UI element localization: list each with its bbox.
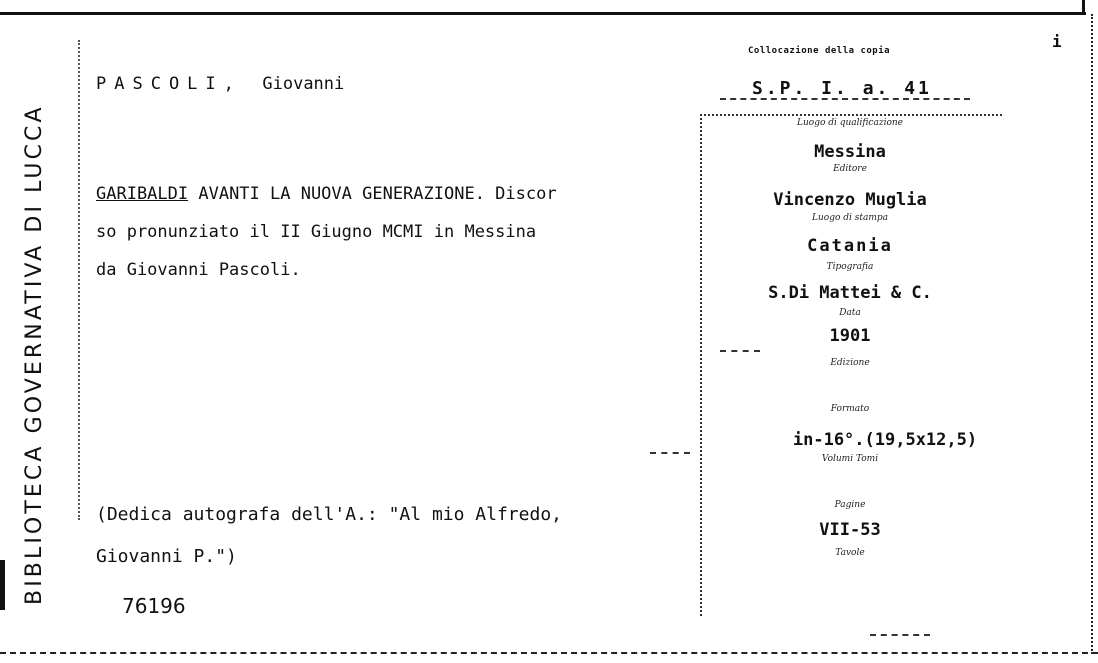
- author-surname: PASCOLI,: [96, 74, 242, 94]
- card-corner-edge: [1082, 0, 1085, 14]
- dedication-note: [96, 494, 562, 578]
- title-line-3: da Giovanni Pascoli.: [96, 260, 301, 280]
- library-name: BIBLIOTECA GOVERNATIVA DI LUCCA: [22, 104, 47, 605]
- inventory-number: 76196: [122, 594, 186, 618]
- author-heading: [96, 74, 344, 94]
- data-label: Data: [839, 308, 861, 318]
- tavole-label: Tavole: [835, 548, 865, 558]
- dedication-line-2: Giovanni P."): [96, 546, 237, 567]
- volumi-label: Volumi Tomi: [821, 454, 879, 464]
- pages-value: VII-53: [819, 520, 881, 540]
- place-value: Messina: [814, 142, 886, 162]
- rule-mark: [720, 350, 760, 352]
- collocazione-value: S.P. I. a. 41: [752, 78, 932, 99]
- corner-marker: i: [1052, 32, 1062, 51]
- rule-mark: [650, 452, 690, 454]
- collocazione-rule: [720, 98, 970, 100]
- format-value: in-16°.(19,5x12,5): [792, 430, 978, 450]
- print-place-value: Catania: [807, 236, 893, 256]
- card-left-mark: [0, 560, 5, 610]
- card-bottom-edge: [0, 652, 1098, 654]
- printer-value: S.Di Mattei & C.: [768, 283, 932, 303]
- edizione-label: Edizione: [830, 358, 870, 368]
- title-line-2: so pronunziato il II Giugno MCMI in Messina: [96, 222, 537, 242]
- publisher-value: Vincenzo Muglia: [773, 190, 927, 210]
- pagine-label: Pagine: [834, 500, 866, 510]
- author-name: Giovanni: [262, 74, 345, 94]
- card-right-edge: [1091, 14, 1095, 654]
- luogo-stampa-label: Luogo di stampa: [812, 213, 888, 223]
- title-line-1-rest: AVANTI LA NUOVA GENERAZIONE. Discor: [188, 184, 557, 204]
- dedication-line-1: (Dedica autografa dell'A.: "Al mio Alfredo,: [96, 504, 562, 525]
- tipografia-label: Tipografia: [826, 262, 874, 272]
- editore-label: Editore: [833, 164, 867, 174]
- formato-label: Formato: [830, 404, 870, 414]
- rule-mark: [870, 634, 930, 636]
- collocazione-label: Collocazione della copia: [748, 46, 891, 56]
- title-main: GARIBALDI: [96, 184, 189, 204]
- title-line-1: [96, 175, 557, 213]
- title-block: [96, 175, 557, 289]
- card-top-edge: [0, 0, 1086, 15]
- year-value: 1901: [829, 326, 871, 346]
- qualificazione-label: Luogo di qualificazione: [797, 118, 903, 128]
- margin-line: [78, 40, 80, 520]
